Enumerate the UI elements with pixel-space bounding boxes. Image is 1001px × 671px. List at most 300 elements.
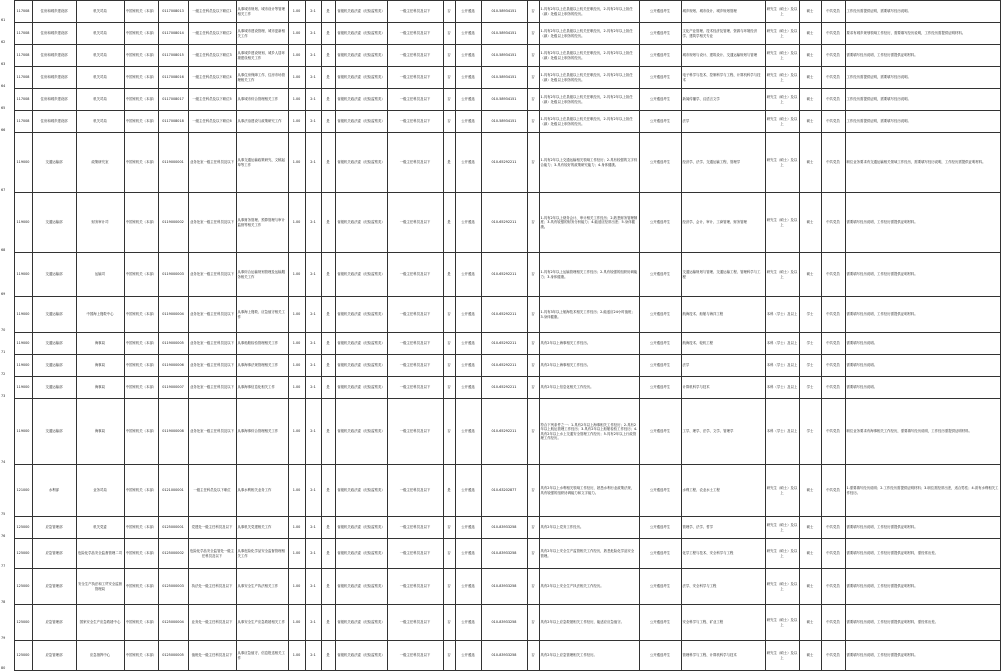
dept-code-cell: 125000 [14, 539, 32, 569]
dept-name-cell: 住房和城乡建设部 [32, 111, 76, 133]
exam-category-cell: 省级机关政法委（纪检监察类） [335, 517, 387, 539]
flag-3-cell: 否 [527, 67, 539, 89]
flag-1-cell: 是 [321, 517, 335, 539]
position-name-cell: 危险化学品安全监管处一级主任科员及以下 [188, 539, 236, 569]
candidate-source-cell: 公开遴选考生 [639, 569, 681, 605]
dept-code-cell: 125000 [14, 569, 32, 605]
education-cell: 研究生（硕士）及以上 [765, 641, 799, 671]
position-level-cell: 一级主任科员及以下 [387, 333, 443, 355]
education-cell: 研究生（硕士）及以上 [765, 569, 799, 605]
position-level-cell: 一级主任科员及以下 [387, 605, 443, 641]
exam-type-cell: 公开遴选 [455, 111, 481, 133]
agency-nature-cell: 中国家机关（本部） [124, 605, 158, 641]
position-level-cell: 一级主任科员及以下 [387, 89, 443, 111]
position-code-cell: 0119000008 [158, 399, 188, 465]
political-status-cell: 中共党员 [821, 253, 845, 297]
political-status-cell: 中共党员 [821, 1, 845, 23]
position-level-cell: 一级主任科员及以下 [387, 641, 443, 671]
flag-1-cell: 是 [321, 641, 335, 671]
degree-cell: 学士 [799, 297, 821, 333]
education-cell: 研究生（硕士）及以上 [765, 1, 799, 23]
flag-2-cell: 否 [443, 67, 455, 89]
degree-cell: 硕士 [799, 193, 821, 253]
exam-category-cell: 省级机关政法委（纪检监察类） [335, 111, 387, 133]
political-status-cell: 中共党员 [821, 517, 845, 539]
degree-cell: 学士 [799, 399, 821, 465]
row-number-cell: 68 [1, 248, 6, 253]
candidate-source-cell: 公开遴选考生 [639, 133, 681, 193]
office-name-cell: 应急指挥中心 [76, 641, 124, 671]
dept-name-cell: 应急管理部 [32, 539, 76, 569]
interview-ratio-cell: 2:1 [305, 377, 321, 399]
education-cell: 研究生（硕士）及以上 [765, 253, 799, 297]
exam-type-cell: 公开遴选 [455, 465, 481, 517]
position-code-cell: 0125000002 [158, 539, 188, 569]
hire-count-cell: 1.00 [288, 89, 305, 111]
political-status-cell: 中共党员 [821, 377, 845, 399]
dept-name-cell: 交通运输部 [32, 399, 76, 465]
position-name-cell: 一级主任科员及以下职位3 [188, 45, 236, 67]
office-name-cell: 国家安全生产应急救援中心 [76, 605, 124, 641]
flag-2-cell: 否 [443, 89, 455, 111]
degree-cell: 硕士 [799, 569, 821, 605]
position-code-cell: 0119000004 [158, 297, 188, 333]
major-requirement-cell: 航海技术、船舶与海洋工程 [681, 297, 765, 333]
contact-phone-cell: 010-83933258 [481, 569, 527, 605]
political-status-cell: 中共党员 [821, 89, 845, 111]
position-name-cell: 一级主任科员及以下职位2 [188, 23, 236, 45]
position-desc-cell: 从事海事信息化相关工作 [236, 377, 288, 399]
hire-count-cell: 1.00 [288, 253, 305, 297]
education-cell: 研究生（硕士）及以上 [765, 193, 799, 253]
remarks-cell: 需要填写经历说明，工作经历需提供证明材料。 [845, 253, 1000, 297]
candidate-source-cell: 公开遴选考生 [639, 377, 681, 399]
education-cell: 本科（学士）及以上 [765, 333, 799, 355]
hire-count-cell: 1.00 [288, 23, 305, 45]
experience-requirement-cell: 具有2年以上水利相关领域工作经历，熟悉水利行业政策法规，具有较强的组织协调能力和文字能力。 [539, 465, 639, 517]
candidate-source-cell: 公开遴选考生 [639, 355, 681, 377]
agency-nature-cell: 中国家机关（本部） [124, 89, 158, 111]
flag-2-cell: 否 [443, 377, 455, 399]
position-name-cell: 执法处一级主任科员及以下 [188, 569, 236, 605]
row-number-cell: 67 [1, 188, 6, 193]
dept-name-cell: 应急管理部 [32, 517, 76, 539]
agency-nature-cell: 中国家机关（本部） [124, 45, 158, 67]
contact-phone-cell: 010-63202877 [481, 465, 527, 517]
position-level-cell: 一级主任科员及以下 [387, 399, 443, 465]
flag-3-cell: 否 [527, 355, 539, 377]
exam-category-cell: 省级机关政法委（纪检监察类） [335, 297, 387, 333]
table-row [0, 23, 1000, 45]
office-name-cell: 海事局 [76, 377, 124, 399]
exam-type-cell: 公开遴选 [455, 133, 481, 193]
flag-2-cell: 否 [443, 355, 455, 377]
agency-nature-cell: 中国家机关（本部） [124, 253, 158, 297]
position-name-cell: 业务处室一级主任科员及以下 [188, 399, 236, 465]
dept-code-cell: 117008 [14, 1, 32, 23]
degree-cell: 硕士 [799, 111, 821, 133]
exam-category-cell: 省级机关政法委（纪检监察类） [335, 641, 387, 671]
position-code-cell: 0125000004 [158, 605, 188, 641]
position-code-cell: 0125000001 [158, 517, 188, 539]
interview-ratio-cell: 2:1 [305, 1, 321, 23]
agency-nature-cell: 中国家机关（本部） [124, 539, 158, 569]
dept-name-cell: 应急管理部 [32, 605, 76, 641]
position-desc-cell: 从事城乡建设规划、城乡人居环境建设相关工作 [236, 45, 288, 67]
flag-2-cell: 否 [443, 605, 455, 641]
exam-type-cell: 公开遴选 [455, 569, 481, 605]
position-desc-cell: 从事城市建设管理、城市更新相关工作 [236, 23, 288, 45]
dept-code-cell: 119000 [14, 333, 32, 355]
office-name-cell: 机关党委 [76, 517, 124, 539]
remarks-cell: 需要填写经历说明，工作经历需提供证明材料。 [845, 45, 1000, 67]
exam-type-cell: 公开遴选 [455, 193, 481, 253]
contact-phone-cell: 010-83933258 [481, 605, 527, 641]
row-number-cell: 70 [1, 328, 6, 333]
interview-ratio-cell: 2:1 [305, 569, 321, 605]
candidate-source-cell: 公开遴选考生 [639, 465, 681, 517]
hire-count-cell: 1.00 [288, 517, 305, 539]
position-name-cell: 党建处一级主任科员及以下 [188, 517, 236, 539]
flag-1-cell: 是 [321, 355, 335, 377]
dept-name-cell: 应急管理部 [32, 569, 76, 605]
position-desc-cell: 从事机关党建相关工作 [236, 517, 288, 539]
position-desc-cell: 从事法治建设与政策研究工作 [236, 111, 288, 133]
office-name-cell: 业务司局 [76, 465, 124, 517]
table-row [0, 465, 1000, 517]
political-status-cell: 中共党员 [821, 355, 845, 377]
hire-count-cell: 1.00 [288, 641, 305, 671]
row-number-cell: 79 [1, 636, 6, 641]
position-desc-cell: 从事交通运输政策研究、文稿起草等工作 [236, 133, 288, 193]
dept-name-cell: 交通运输部 [32, 133, 76, 193]
flag-2-cell: 否 [443, 1, 455, 23]
education-cell: 本科（学士）及以上 [765, 355, 799, 377]
flag-3-cell: 否 [527, 333, 539, 355]
flag-2-cell: 是 [443, 133, 455, 193]
office-name-cell: 机关司局 [76, 45, 124, 67]
hire-count-cell: 1.00 [288, 297, 305, 333]
dept-code-cell: 119000 [14, 377, 32, 399]
row-number-cell: 63 [1, 62, 6, 67]
political-status-cell: 中共党员 [821, 67, 845, 89]
contact-phone-cell: 010-83933258 [481, 517, 527, 539]
position-name-cell: 业务处室一级主任科员及以下 [188, 333, 236, 355]
candidate-source-cell: 公开遴选考生 [639, 111, 681, 133]
education-cell: 研究生（硕士）及以上 [765, 23, 799, 45]
education-cell: 研究生（硕士）及以上 [765, 89, 799, 111]
table-row [0, 1, 1000, 23]
major-requirement-cell: 文化产业管理、技术经济及管理、资源与环境经济学、建筑学相关专业 [681, 23, 765, 45]
interview-ratio-cell: 2:1 [305, 355, 321, 377]
major-requirement-cell: 电子科学与技术、控制科学与工程、计算机科学与技术 [681, 67, 765, 89]
interview-ratio-cell: 2:1 [305, 45, 321, 67]
experience-requirement-cell: 1.具有3年以上航海技术相关工作经历；2.能适应24小时值班；3.身体健康。 [539, 297, 639, 333]
contact-phone-cell: 010-58934151 [481, 67, 527, 89]
interview-ratio-cell: 2:1 [305, 111, 321, 133]
candidate-source-cell: 公开遴选考生 [639, 539, 681, 569]
candidate-source-cell: 公开遴选考生 [639, 193, 681, 253]
hire-count-cell: 1.00 [288, 569, 305, 605]
flag-3-cell: 否 [527, 377, 539, 399]
flag-2-cell: 否 [443, 333, 455, 355]
flag-1-cell: 是 [321, 133, 335, 193]
experience-requirement-cell: 具有2年以上安全生产监管相关工作经历，熟悉危险化学品安全管理。 [539, 539, 639, 569]
exam-type-cell: 公开遴选 [455, 333, 481, 355]
dept-name-cell: 水利部 [32, 465, 76, 517]
row-number-cell: 78 [1, 600, 6, 605]
experience-requirement-cell: 具有2年以上海事相关工作经历。 [539, 355, 639, 377]
position-name-cell: 业务处一级主任科员及以下 [188, 605, 236, 641]
hire-count-cell: 1.00 [288, 67, 305, 89]
exam-category-cell: 省级机关政法委（纪检监察类） [335, 399, 387, 465]
flag-2-cell: 否 [443, 111, 455, 133]
major-requirement-cell: 计算机科学与技术 [681, 377, 765, 399]
dept-code-cell: 125000 [14, 641, 32, 671]
table-row [0, 133, 1000, 193]
dept-code-cell: 117008 [14, 45, 32, 67]
political-status-cell: 中共党员 [821, 111, 845, 133]
dept-name-cell: 住房和城乡建设部 [32, 67, 76, 89]
education-cell: 研究生（硕士）及以上 [765, 45, 799, 67]
table-row [0, 539, 1000, 569]
flag-1-cell: 是 [321, 465, 335, 517]
flag-3-cell: 否 [527, 399, 539, 465]
interview-ratio-cell: 2:1 [305, 253, 321, 297]
degree-cell: 学士 [799, 333, 821, 355]
dept-name-cell: 住房和城乡建设部 [32, 45, 76, 67]
position-level-cell: 一级主任科员及以下 [387, 133, 443, 193]
office-name-cell: 机关司局 [76, 111, 124, 133]
position-desc-cell: 从事海事法规管理相关工作 [236, 355, 288, 377]
position-code-cell: 0125000003 [158, 569, 188, 605]
flag-2-cell: 否 [443, 569, 455, 605]
interview-ratio-cell: 2:1 [305, 465, 321, 517]
exam-type-cell: 公开遴选 [455, 355, 481, 377]
position-desc-cell: 从事海事综合管理相关工作 [236, 399, 288, 465]
position-code-cell: 0117008014 [158, 23, 188, 45]
remarks-cell: 工作经历需提供证明，需要填写经历说明。 [845, 67, 1000, 89]
position-code-cell: 0117008018 [158, 111, 188, 133]
hire-count-cell: 1.00 [288, 1, 305, 23]
interview-ratio-cell: 2:1 [305, 399, 321, 465]
candidate-source-cell: 公开遴选考生 [639, 23, 681, 45]
position-level-cell: 一级主任科员及以下 [387, 45, 443, 67]
flag-1-cell: 是 [321, 569, 335, 605]
flag-1-cell: 是 [321, 253, 335, 297]
position-name-cell: 一级主任科员及以下职位6 [188, 111, 236, 133]
candidate-source-cell: 公开遴选考生 [639, 333, 681, 355]
political-status-cell: 中共党员 [821, 193, 845, 253]
hire-count-cell: 1.00 [288, 111, 305, 133]
agency-nature-cell: 中国家机关（本部） [124, 333, 158, 355]
degree-cell: 硕士 [799, 67, 821, 89]
row-number-cell: 64 [1, 84, 6, 89]
position-desc-cell: 从事城市综合管理相关工作 [236, 89, 288, 111]
agency-nature-cell: 中国家机关（本部） [124, 517, 158, 539]
dept-name-cell: 交通运输部 [32, 193, 76, 253]
major-requirement-cell: 航海技术、轮机工程 [681, 333, 765, 355]
dept-name-cell: 交通运输部 [32, 297, 76, 333]
degree-cell: 硕士 [799, 1, 821, 23]
row-number-cell: 72 [1, 372, 6, 377]
exam-type-cell: 公开遴选 [455, 45, 481, 67]
education-cell: 研究生（硕士）及以上 [765, 539, 799, 569]
major-requirement-cell: 城市规划与设计、建筑设计、交通运输规划与管理 [681, 45, 765, 67]
flag-3-cell: 否 [527, 539, 539, 569]
major-requirement-cell: 管理科学与工程、计算机科学与技术 [681, 641, 765, 671]
office-name-cell: 机关司局 [76, 67, 124, 89]
exam-category-cell: 省级机关政法委（纪检监察类） [335, 23, 387, 45]
major-requirement-cell: 水利工程、农业水土工程 [681, 465, 765, 517]
remarks-cell: 需要填写经历说明。 [845, 355, 1000, 377]
dept-code-cell: 119000 [14, 133, 32, 193]
flag-2-cell: 否 [443, 45, 455, 67]
row-number-cell: 77 [1, 564, 6, 569]
position-level-cell: 一级主任科员及以下 [387, 1, 443, 23]
hire-count-cell: 1.00 [288, 399, 305, 465]
political-status-cell: 中共党员 [821, 45, 845, 67]
contact-phone-cell: 010-65292211 [481, 355, 527, 377]
row-number-cell: 62 [1, 40, 6, 45]
agency-nature-cell: 中国家机关（本部） [124, 23, 158, 45]
degree-cell: 硕士 [799, 465, 821, 517]
contact-phone-cell: 010-58934151 [481, 23, 527, 45]
row-number-cell: 61 [1, 18, 6, 23]
experience-requirement-cell: 1.具有2年以上在县级以上机关任职经历，2.具有2年以上担任（副）处级以上职务的经历。 [539, 23, 639, 45]
major-requirement-cell: 法学 [681, 355, 765, 377]
remarks-cell: 需要填写经历说明。 [845, 377, 1000, 399]
flag-3-cell: 否 [527, 569, 539, 605]
table-row [0, 517, 1000, 539]
position-code-cell: 0117008016 [158, 67, 188, 89]
agency-nature-cell: 中国家机关（本部） [124, 67, 158, 89]
position-name-cell: 一级主任科员及以下职位 [188, 465, 236, 517]
position-level-cell: 一级主任科员及以下 [387, 465, 443, 517]
flag-1-cell: 是 [321, 377, 335, 399]
political-status-cell: 中共党员 [821, 399, 845, 465]
political-status-cell: 中共党员 [821, 641, 845, 671]
contact-phone-cell: 010-83933258 [481, 641, 527, 671]
exam-type-cell: 公开遴选 [455, 253, 481, 297]
degree-cell: 硕士 [799, 517, 821, 539]
row-number-cell: 69 [1, 292, 6, 297]
experience-requirement-cell: 1.具有2年以上在县级以上机关任职经历，2.具有2年以上担任（副）处级以上职务的经历。 [539, 67, 639, 89]
education-cell: 研究生（硕士）及以上 [765, 67, 799, 89]
position-desc-cell: 从事安全生产应急救援相关工作 [236, 605, 288, 641]
exam-category-cell: 省级机关政法委（纪检监察类） [335, 569, 387, 605]
position-code-cell: 0117008013 [158, 1, 188, 23]
flag-3-cell: 否 [527, 1, 539, 23]
table-row [0, 333, 1000, 355]
exam-type-cell: 公开遴选 [455, 297, 481, 333]
agency-nature-cell: 中国家机关（本部） [124, 193, 158, 253]
position-desc-cell: 从事船舶检验管理相关工作 [236, 333, 288, 355]
candidate-source-cell: 公开遴选考生 [639, 67, 681, 89]
experience-requirement-cell: 符合下列条件之一：1.具有2年以上海事相关工作经历；2.具有2年以上航运管理工作经历；3.具有2年以上船舶检验工作经历；4.具有2年以上水上交通安全管理工作经历；5.具有2年以上行政管理工作经历。 [539, 399, 639, 465]
exam-category-cell: 省级机关政法委（纪检监察类） [335, 1, 387, 23]
remarks-cell: 需要填写经历说明，工作经历需提供证明材料。 [845, 569, 1000, 605]
flag-3-cell: 否 [527, 111, 539, 133]
agency-nature-cell: 中国家机关（本部） [124, 465, 158, 517]
dept-code-cell: 119000 [14, 297, 32, 333]
position-name-cell: 一级主任科员及以下职位1 [188, 1, 236, 23]
flag-1-cell: 是 [321, 45, 335, 67]
exam-category-cell: 省级机关政法委（纪检监察类） [335, 133, 387, 193]
hire-count-cell: 1.00 [288, 133, 305, 193]
position-desc-cell: 从事城市规划、城市设计等管理相关工作 [236, 1, 288, 23]
remarks-cell: 需要填写经历说明。 [845, 333, 1000, 355]
row-number-cell: 71 [1, 350, 6, 355]
office-name-cell: 机关司局 [76, 23, 124, 45]
exam-category-cell: 省级机关政法委（纪检监察类） [335, 539, 387, 569]
table-row [0, 377, 1000, 399]
exam-category-cell: 省级机关政法委（纪检监察类） [335, 193, 387, 253]
flag-3-cell: 否 [527, 133, 539, 193]
agency-nature-cell: 中国家机关（本部） [124, 355, 158, 377]
flag-1-cell: 是 [321, 297, 335, 333]
exam-category-cell: 省级机关政法委（纪检监察类） [335, 333, 387, 355]
remarks-cell: 需要填写经历说明，工作经历需提供证明材料。 [845, 193, 1000, 253]
candidate-source-cell: 公开遴选考生 [639, 399, 681, 465]
interview-ratio-cell: 2:1 [305, 539, 321, 569]
position-level-cell: 一级主任科员及以下 [387, 193, 443, 253]
flag-2-cell: 是 [443, 193, 455, 253]
major-requirement-cell: 经济学、会计、审计、工商管理、财务管理 [681, 193, 765, 253]
flag-2-cell: 是 [443, 465, 455, 517]
experience-requirement-cell: 具有2年以上信息化相关工作经历。 [539, 377, 639, 399]
office-name-cell: 政策研究室 [76, 133, 124, 193]
contact-phone-cell: 010-65292211 [481, 377, 527, 399]
exam-type-cell: 公开遴选 [455, 539, 481, 569]
table-body [0, 1, 1000, 671]
flag-1-cell: 是 [321, 399, 335, 465]
remarks-cell: 需要填写经历说明，工作经历需提供证明材料。 [845, 297, 1000, 333]
dept-code-cell: 125000 [14, 605, 32, 641]
flag-1-cell: 是 [321, 1, 335, 23]
position-name-cell: 业务处室一级主任科员及以下 [188, 193, 236, 253]
position-level-cell: 一级主任科员及以下 [387, 253, 443, 297]
degree-cell: 硕士 [799, 89, 821, 111]
hire-count-cell: 1.00 [288, 539, 305, 569]
position-code-cell: 0117008017 [158, 89, 188, 111]
dept-code-cell: 119000 [14, 399, 32, 465]
experience-requirement-cell: 具有2年以上安全生产执法相关工作经历。 [539, 569, 639, 605]
office-name-cell: 财务审计司 [76, 193, 124, 253]
flag-2-cell: 否 [443, 399, 455, 465]
interview-ratio-cell: 2:1 [305, 641, 321, 671]
remarks-cell: 需要填写经历说明，工作经历需提供证明材料，需经常出差。 [845, 605, 1000, 641]
interview-ratio-cell: 2:1 [305, 297, 321, 333]
experience-requirement-cell: 具有2年以上党务工作经历。 [539, 517, 639, 539]
exam-category-cell: 省级机关政法委（纪检监察类） [335, 465, 387, 517]
position-name-cell: 业务处室一级主任科员及以下 [188, 133, 236, 193]
flag-1-cell: 是 [321, 89, 335, 111]
exam-category-cell: 省级机关政法委（纪检监察类） [335, 89, 387, 111]
flag-2-cell: 否 [443, 297, 455, 333]
hire-count-cell: 1.00 [288, 45, 305, 67]
position-desc-cell: 从事安全生产执法相关工作 [236, 569, 288, 605]
contact-phone-cell: 010-58934151 [481, 1, 527, 23]
remarks-cell: 要求有城乡规划领域工作经历，需要填写经历说明，工作经历需提供证明材料。 [845, 23, 1000, 45]
dept-code-cell: 119000 [14, 193, 32, 253]
major-requirement-cell: 法学、安全科学与工程 [681, 569, 765, 605]
exam-category-cell: 省级机关政法委（纪检监察类） [335, 377, 387, 399]
position-name-cell: 业务处室一级主任科员及以下 [188, 297, 236, 333]
remarks-cell: 需要填写经历说明，工作经历需提供证明材料，需经常出差。 [845, 539, 1000, 569]
major-requirement-cell: 法学 [681, 111, 765, 133]
political-status-cell: 中共党员 [821, 569, 845, 605]
